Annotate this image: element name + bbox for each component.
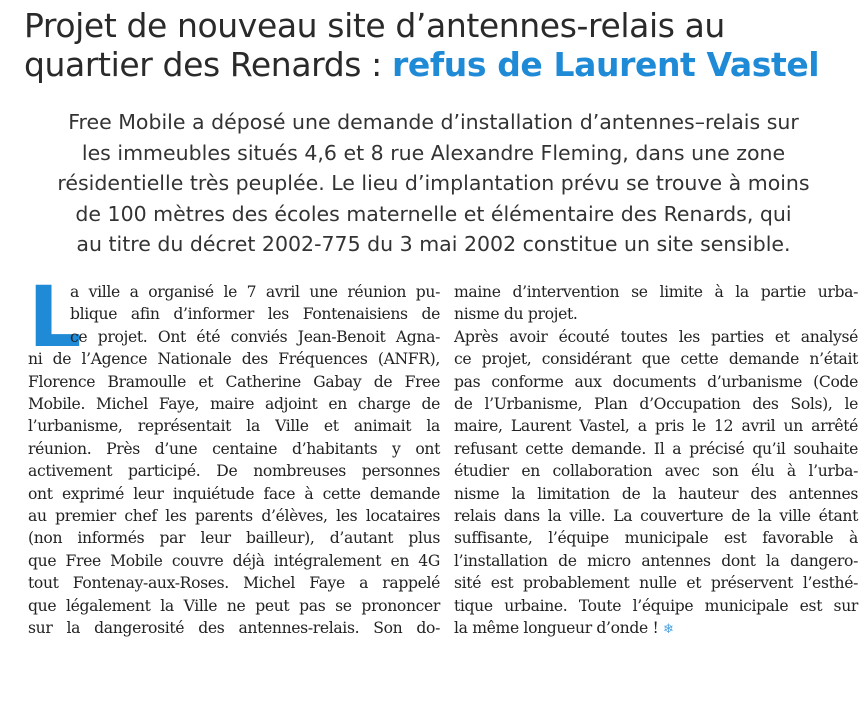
body-column-right [454,281,858,642]
body-line: refusant cette demande. Il a précisé qu’il souhaite [454,439,858,458]
body-line: Après avoir écouté toutes les parties et analysé [454,327,858,346]
body-line: ni de l’Agence Nationale des Fréquences (ANFR), [28,350,440,369]
drop-cap: L [28,268,82,366]
lead-line: résidentielle très peuplée. Le lieu d’implantation prévu se trouve à moins [57,171,810,195]
body-line: blique afin d’informer les Fontenaisiens de [70,305,440,324]
body-line: l’urbanisme, représentait la Ville et animait la [28,417,440,436]
body-line: pas conforme aux documents d’urbanisme (Code [454,372,858,391]
headline-line-2 [24,45,854,84]
body-line: ce projet, considérant que cette demande n’était [454,350,858,369]
body-line: relais dans la ville. La couverture de la ville étant [454,507,858,526]
lead-line: Free Mobile a déposé une demande d’installation d’antennes–relais sur [68,110,799,134]
body-line: suffisante, l’équipe municipale est favorable à [454,529,858,548]
body-line: que légalement la Ville ne peut pas se prononcer [28,596,440,615]
body-line: a ville a organisé le 7 avril une réunion pu- [70,283,440,301]
end-mark-icon: ❄ [663,622,674,638]
article-lead [26,107,841,260]
body-line: activement participé. De nombreuses personnes [28,462,440,481]
body-line: tique urbaine. Toute l’équipe municipale est sur [454,596,858,615]
body-line: sité est probablement nulle et préservent l’esthé- [454,574,858,593]
body-line: ce projet. Ont été conviés Jean-Benoit Agna- [70,327,440,346]
body-line: réunion. Près d’une centaine d’habitants y ont [28,439,440,458]
headline-accent-part: refus de Laurent Vastel [391,45,820,84]
body-line-last [454,617,858,641]
body-line: de l’Urbanisme, Plan d’Occupation des Sols), le [454,395,858,414]
lead-line: de 100 mètres des écoles maternelle et élémentaire des Renards, qui [75,201,792,226]
article-headline [24,6,854,84]
lead-line: au titre du décret 2002-775 du 3 mai 2002 constitue un site sensible. [76,232,791,256]
closing-text: la même longueur d’onde ! [454,619,659,638]
headline-line-1: Projet de nouveau site d’antennes-relais au [24,6,725,45]
body-line: maire, Laurent Vastel, a pris le 12 avril un arrêté [454,417,858,436]
body-line: nisme du projet. [454,305,578,324]
body-line: étudier en collaboration avec son élu à l’urba- [454,462,858,481]
lead-line: les immeubles situés 4,6 et 8 rue Alexandre Fleming, dans une zone [81,140,786,165]
body-line: sur la dangerosité des antennes-relais. Son do- [28,619,440,638]
body-line: tout Fontenay-aux-Roses. Michel Faye a rappelé [28,574,440,593]
body-line: Mobile. Michel Faye, maire adjoint en charge de [28,395,440,414]
body-column-left [28,268,440,640]
body-line: l’installation de micro antennes dont la dangero- [454,551,858,570]
body-line: ont exprimé leur inquiétude face à cette demande [28,484,440,503]
body-line: nisme la limitation de la hauteur des antennes [454,484,858,503]
body-line: (non informés par leur bailleur), d’autant plus [28,529,440,548]
body-line: maine d’intervention se limite à la partie urba- [454,283,858,301]
body-line: Florence Bramoulle et Catherine Gabay de Free [28,372,440,391]
headline-plain-part: quartier des Renards : [24,45,392,84]
body-line: que Free Mobile couvre déjà intégralement en 4G [28,551,440,570]
body-line: au premier chef les parents d’élèves, les locataires [28,507,440,526]
